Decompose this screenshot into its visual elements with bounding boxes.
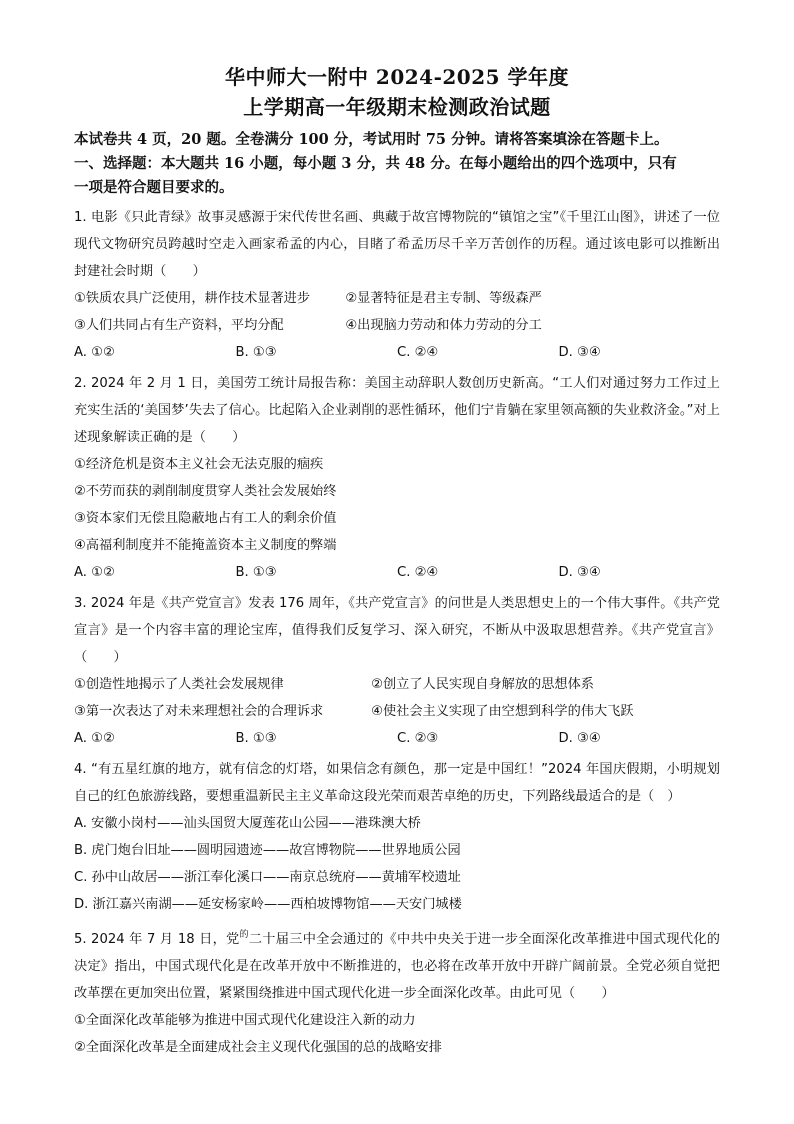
section-heading-line2: 一项是符合题目要求的。	[74, 179, 234, 196]
question-3-options-row-2	[74, 698, 720, 725]
question-1-choice-c: C. ②④	[397, 345, 439, 360]
question-2-choice-b: B. ①③	[235, 565, 277, 580]
question-3-choice-a: A. ①②	[74, 731, 115, 746]
question-1-option-2: ②显著特征是君主专制、等级森严	[345, 291, 542, 306]
question-4-choice-c: C. 孙中山故居——浙江奉化溪口——南京总统府——黄埔军校遗址	[74, 870, 461, 885]
question-5-option-2: ②全面深化改革是全面建成社会主义现代化强国的总的战略安排	[74, 1040, 442, 1055]
question-1-choice-b: B. ①③	[235, 345, 277, 360]
question-3-choice-c: C. ②③	[397, 731, 439, 746]
question-3	[74, 590, 720, 752]
exam-instructions: 本试卷共 4 页，20 题。全卷满分 100 分，考试用时 75 分钟。请将答案填涂在答题卡上。	[74, 131, 669, 148]
question-2-choice-a: A. ①②	[74, 565, 115, 580]
question-3-option-1: ①创造性地揭示了人类社会发展规律	[74, 677, 284, 692]
question-3-choice-d: D. ③④	[558, 731, 601, 746]
question-4-choice-a: A. 安徽小岗村——汕头国贸大厦莲花山公园——港珠澳大桥	[74, 816, 421, 831]
question-2-option-1: ①经济危机是资本主义社会无法克服的痼疾	[74, 457, 324, 472]
question-3-choices	[74, 725, 720, 752]
question-5-stem-superscript: 的	[239, 930, 249, 940]
question-5-stem-part-2: 二十届三中全会通过的《中共中央关于进一步全面深化改革推进中国式现代化的决定》指出，中国式现代化是在改革开放中不断推进的，也必将在改革开放中开辟广阔前景。全党必须自觉把改革摆在更加突出位置，紧紧围绕推进中国式现代化进一步全面深化改革。由此可见（ ）	[74, 932, 720, 1001]
question-5-stem	[74, 922, 720, 1007]
question-1-options-row-2	[74, 312, 720, 339]
question-1	[74, 204, 720, 366]
section-heading-line1: 一、选择题：本大题共 16 小题，每小题 3 分，共 48 分。在每小题给出的四个选项中，只有	[74, 155, 677, 172]
question-5	[74, 922, 720, 1061]
question-3-option-3: ③第一次表达了对未来理想社会的合理诉求	[74, 704, 324, 719]
question-4-choice-b: B. 虎门炮台旧址——圆明园遗迹——故宫博物院——世界地质公园	[74, 843, 461, 858]
question-1-option-3: ③人们共同占有生产资料，平均分配	[74, 318, 284, 333]
question-1-choices	[74, 339, 720, 366]
question-2-choice-d: D. ③④	[558, 565, 601, 580]
question-2-choices	[74, 559, 720, 586]
question-2-choice-c: C. ②④	[397, 565, 439, 580]
question-3-options-row-1	[74, 671, 720, 698]
question-3-stem: 3. 2024 年是《共产党宣言》发表 176 周年，《共产党宣言》的问世是人类思想史上的一个伟大事件。《共产党宣言》是一个内容丰富的理论宝库，值得我们反复学习、深入研究，不断从中汲取思想营养。《共产党宣言》（ ）	[74, 596, 720, 665]
question-1-option-1: ①铁质农具广泛使用，耕作技术显著进步	[74, 291, 311, 306]
question-4-choice-d: D. 浙江嘉兴南湖——延安杨家岭——西柏坡博物馆——天安门城楼	[74, 897, 462, 912]
question-3-choice-b: B. ①③	[235, 731, 277, 746]
question-4	[74, 756, 720, 918]
question-5-option-1: ①全面深化改革能够为推进中国式现代化建设注入新的动力	[74, 1013, 416, 1028]
question-1-stem: 1. 电影《只此青绿》故事灵感源于宋代传世名画、典藏于故宫博物院的“镇馆之宝”《千里江山图》，讲述了一位现代文物研究员跨越时空走入画家希孟的内心，目睹了希孟历尽千辛万苦创作的历程。通过该电影可以推断出封建社会时期（ ）	[74, 210, 720, 279]
question-2-option-4: ④高福利制度并不能掩盖资本主义制度的弊端	[74, 538, 337, 553]
question-5-stem-part-1: 5. 2024 年 7 月 18 日，党	[74, 932, 240, 947]
question-1-option-4: ④出现脑力劳动和体力劳动的分工	[345, 318, 542, 333]
question-2-option-2: ②不劳而获的剥削制度贯穿人类社会发展始终	[74, 484, 337, 499]
exam-title-line2: 上学期高一年级期末检测政治试题	[243, 95, 551, 119]
exam-title-line1: 华中师大一附中 2024-2025 学年度	[224, 65, 570, 89]
question-3-option-4: ④使社会主义实现了由空想到科学的伟大飞跃	[371, 704, 634, 719]
question-2	[74, 370, 720, 586]
question-1-choice-a: A. ①②	[74, 345, 115, 360]
question-4-stem: 4. “有五星红旗的地方，就有信念的灯塔，如果信念有颜色，那一定是中国红！”2024 年国庆假期，小明规划自己的红色旅游线路，要想重温新民主主义革命这段光荣而艰苦卓绝的历史，下列路线最适合的是（ ）	[74, 762, 720, 804]
question-3-option-2: ②创立了人民实现自身解放的思想体系	[371, 677, 594, 692]
question-2-stem: 2. 2024 年 2 月 1 日，美国劳工统计局报告称：美国主动辞职人数创历史新高。“工人们对通过努力工作过上充实生活的‘美国梦’失去了信心。比起陷入企业剥削的恶性循环，他们宁肯躺在家里领高额的失业救济金。”对上述现象解读正确的是（ ）	[74, 376, 720, 445]
question-1-options-row-1	[74, 285, 720, 312]
question-2-option-3: ③资本家们无偿且隐蔽地占有工人的剩余价值	[74, 511, 337, 526]
question-1-choice-d: D. ③④	[558, 345, 601, 360]
